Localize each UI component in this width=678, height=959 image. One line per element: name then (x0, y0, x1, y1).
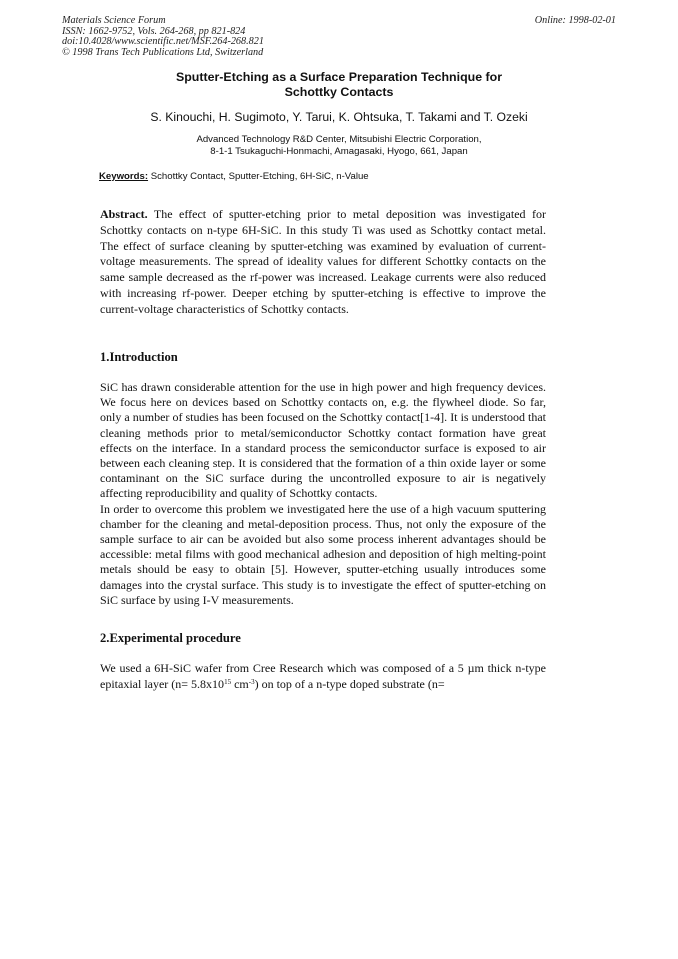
abstract-text: The effect of sputter-etching prior to metal deposition was investigated for Schottky contacts on n-type 6H-SiC. In this study Ti was used as Schottky contact metal. The effect of surface cleaning by sputter-etching was examined by evaluation of current-voltage measurements. The spread of ideality values for different Schottky contacts on the same sample decreased as the rf-power was increased. Leakage currents were also reduced with increasing rf-power. Deeper etching by sputter-etching is effective to improve the current-voltage characteristics of Schottky contacts. (100, 207, 546, 316)
author-list: S. Kinouchi, H. Sugimoto, Y. Tarui, K. Ohtsuka, T. Takami and T. Ozeki (150, 110, 528, 124)
title-line-1: Sputter-Etching as a Surface Preparation Technique for (175, 70, 503, 84)
affiliation-line-1: Advanced Technology R&D Center, Mitsubishi Electric Corporation, (196, 134, 482, 145)
exponent-minus-3: -3 (248, 677, 255, 686)
experimental-body (100, 661, 546, 692)
online-date: Online: 1998-02-01 (534, 15, 616, 26)
introduction-paragraph-2: In order to overcome this problem we investigated here the use of a high vacuum sputtering chamber for the cleaning and metal-deposition process. Thus, not only the exposure of the sample surface to air can be avoided but also some process inherent advantages should be accessible: metal films with good mechanical adhesion and deposition of high melting-point metals should be easy to obtain [5]. However, sputter-etching usually introduces some damages into the crystal surface. This study is to investigate the effect of sputter-etching on SiC surface by using I-V measurements. (100, 501, 546, 607)
publication-metadata (62, 16, 264, 58)
title-line-2: Schottky Contacts (284, 85, 394, 99)
introduction-paragraph-1: SiC has drawn considerable attention for the use in high power and high frequency devices. We focus here on devices based on Schottky contacts on, e.g. the flywheel diode. So far, only a number of studies has been focused on the Schottky contact[1-4]. It is understood that cleaning methods prior to metal/semiconductor Schottky contact formation have great effects on the interface. In a standard process the semiconductor surface is exposed to air between each cleaning step. It is considered that the formation of a thin oxide layer or some contaminant on the SiC surface during the uncontrolled exposure to air is negatively affecting reproducibility and quality of Schottky contacts. (100, 380, 546, 501)
affiliation (62, 134, 616, 159)
keywords-text: Schottky Contact, Sputter-Etching, 6H-SiC, n-Value (148, 171, 369, 182)
experimental-paragraph (100, 661, 546, 692)
introduction-body (100, 380, 546, 608)
keywords-label: Keywords: (99, 171, 149, 182)
abstract (100, 207, 546, 318)
experimental-text-c: ) on top of a n-type doped substrate (n= (254, 676, 445, 691)
exponent-15: 15 (224, 677, 232, 686)
section-heading-experimental: 2.Experimental procedure (100, 631, 241, 645)
copyright-line: © 1998 Trans Tech Publications Ltd, Switzerland (62, 46, 264, 58)
keywords (99, 171, 369, 183)
experimental-text-a: We used a 6H-SiC wafer from Cree Research which was composed of a 5 µm thick n-type epitaxial layer (n= 5.8x10 (100, 661, 546, 691)
section-heading-introduction: 1.Introduction (100, 350, 178, 364)
abstract-label: Abstract. (100, 207, 148, 221)
experimental-text-b: cm (231, 676, 249, 691)
issn-line: ISSN: 1662-9752, Vols. 264-268, pp 821-824 (62, 25, 246, 37)
doi-line: doi:10.4028/www.scientific.net/MSF.264-268.821 (62, 36, 264, 48)
paper-title (62, 70, 616, 100)
affiliation-line-2: 8-1-1 Tsukaguchi-Honmachi, Amagasaki, Hyogo, 661, Japan (210, 146, 468, 158)
journal-name: Materials Science Forum (62, 15, 166, 26)
